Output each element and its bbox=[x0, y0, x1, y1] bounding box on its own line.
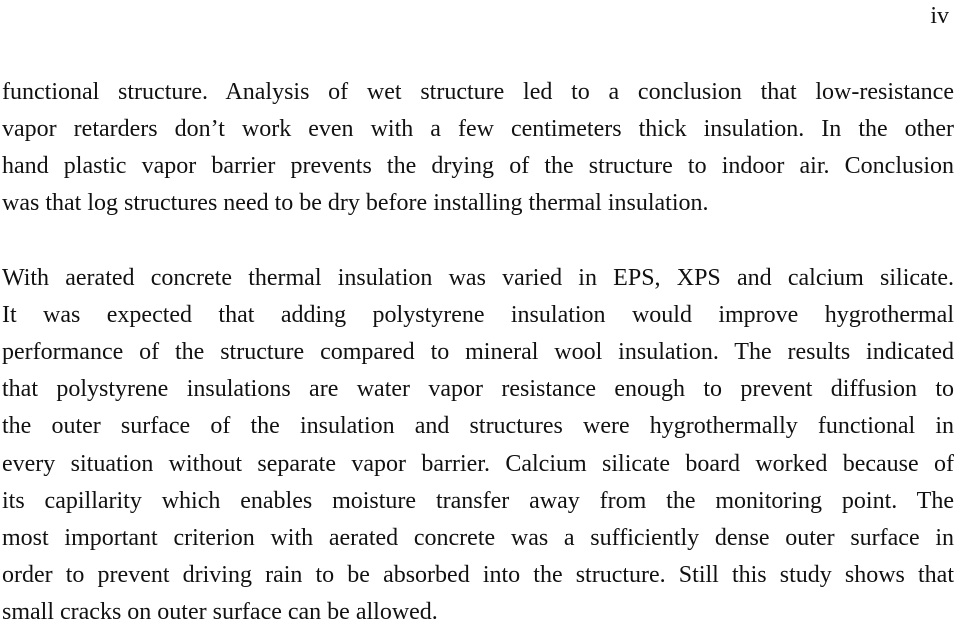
paragraph-2-line-1: With aerated concrete thermal insulation was varied in EPS, XPS and calcium silicate. bbox=[2, 265, 954, 291]
paragraph-2-line-2: It was expected that adding polystyrene insulation would improve hygrothermal bbox=[2, 302, 954, 328]
paragraph-2-line-5: the outer surface of the insulation and structures were hygrothermally functional in bbox=[2, 413, 954, 439]
paragraph-2-line-4: that polystyrene insulations are water vapor resistance enough to prevent diffusion to bbox=[2, 376, 954, 402]
page-number: iv bbox=[930, 3, 949, 29]
paragraph-2-line-7: its capillarity which enables moisture transfer away from the monitoring point. The bbox=[2, 488, 954, 514]
paragraph-1-line-4: was that log structures need to be dry before installing thermal insulation. bbox=[2, 190, 709, 216]
paragraph-1-line-2: vapor retarders don’t work even with a few centimeters thick insulation. In the other bbox=[2, 116, 954, 142]
paragraph-2-line-3: performance of the structure compared to mineral wool insulation. The results indicated bbox=[2, 339, 954, 365]
paragraph-2-line-10: small cracks on outer surface can be allowed. bbox=[2, 599, 438, 625]
paragraph-2-line-8: most important criterion with aerated concrete was a sufficiently dense outer surface in bbox=[2, 525, 954, 551]
paragraph-2-line-6: every situation without separate vapor barrier. Calcium silicate board worked because of bbox=[2, 451, 954, 477]
paragraph-1-line-1: functional structure. Analysis of wet structure led to a conclusion that low-resistance bbox=[2, 79, 954, 105]
paragraph-2-line-9: order to prevent driving rain to be absorbed into the structure. Still this study shows that bbox=[2, 562, 954, 588]
paragraph-1-line-3: hand plastic vapor barrier prevents the drying of the structure to indoor air. Conclusion bbox=[2, 153, 954, 179]
